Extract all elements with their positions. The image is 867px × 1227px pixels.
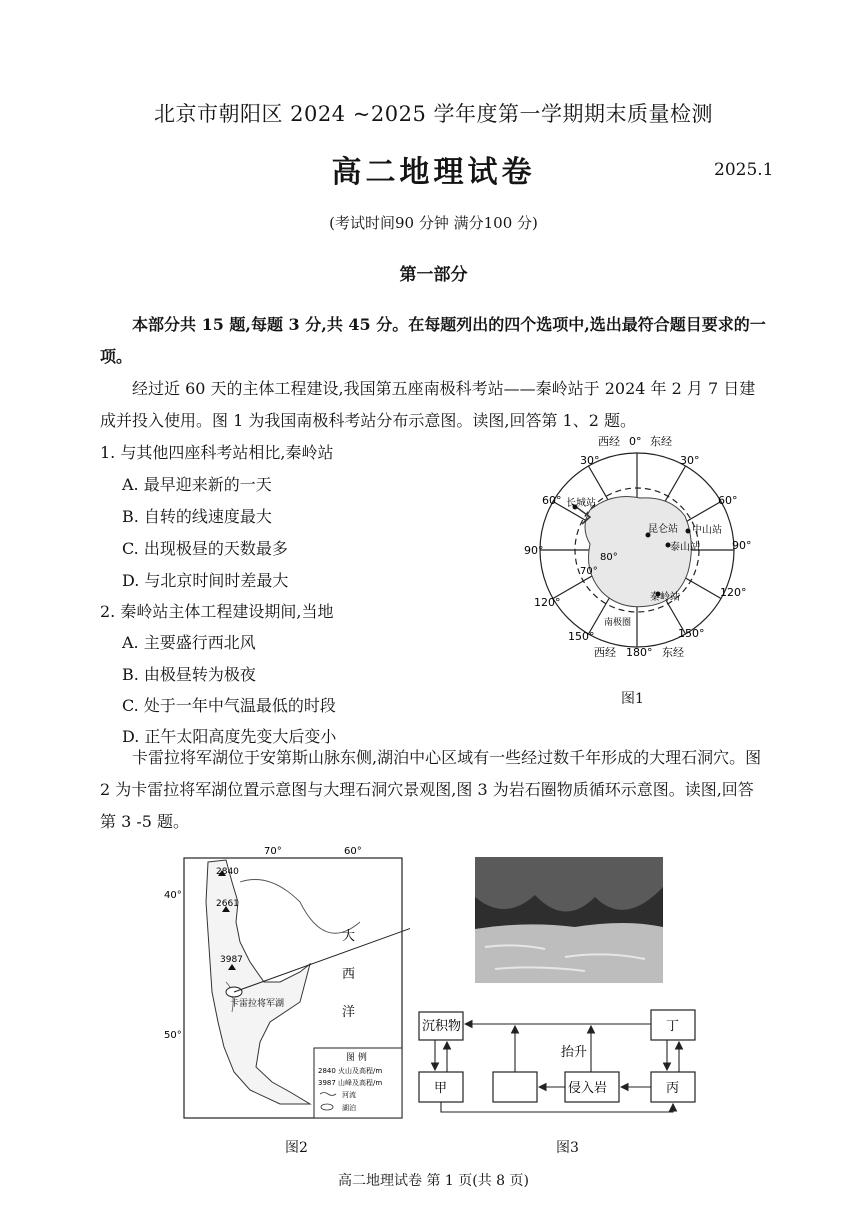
lat-label-70: 70° [580, 566, 598, 577]
q2-option-a[interactable]: A. 主要盛行西北风 [122, 633, 256, 652]
part-title: 第一部分 [399, 265, 468, 285]
label-bing: 丙 [666, 1081, 680, 1096]
lon-label-30e: 30° [680, 454, 700, 467]
lon-label-150w: 150° [568, 630, 595, 643]
label-jia: 甲 [434, 1081, 448, 1096]
top-east-label: 东经 [650, 435, 672, 448]
exam-date: 2025.1 [714, 160, 774, 180]
intro-q3-5: 卡雷拉将军湖位于安第斯山脉东侧,湖泊中心区域有一些经过数千年形成的大理石洞穴。图 2 为卡雷拉将军湖位置示意图与大理石洞穴景观图,图 3 为岩石圈物质循环示意图。读图,回答第 3 -5 题。 [100, 748, 762, 831]
box-blank [493, 1072, 537, 1102]
legend-item-volcano: 2840 火山及高程/m [318, 1067, 383, 1075]
top-west-label: 西经 [598, 435, 620, 448]
lon-label-90e: 90° [732, 539, 752, 552]
figure-2-cave-photo [475, 857, 663, 983]
peak-label-3987: 3987 [220, 955, 243, 965]
figure-2-map [160, 842, 410, 1124]
lon-label-90w: 90° [524, 544, 544, 557]
lon-label-60: 60° [344, 846, 362, 857]
lon-label-60w: 60° [542, 494, 562, 507]
q2-option-b[interactable]: B. 由极昼转为极夜 [122, 665, 256, 684]
lake-label: 卡雷拉将军湖 [230, 999, 285, 1009]
station-label-taishan: 泰山站 [670, 542, 700, 553]
station-marker-zhongshan [686, 529, 691, 534]
ocean-label-1: 大 [342, 929, 356, 944]
cave-ceiling [475, 857, 663, 912]
figure-2-caption: 图2 [285, 1140, 308, 1156]
figure-1-caption: 图1 [621, 691, 644, 707]
bottom-west-label: 西经 [594, 646, 616, 659]
station-label-great-wall: 长城站 [566, 498, 596, 509]
legend-lake-icon [321, 1104, 333, 1110]
lon-label-60e: 60° [718, 494, 738, 507]
lon-label-70: 70° [264, 846, 282, 857]
q1-option-d[interactable]: D. 与北京时间时差最大 [122, 571, 289, 590]
peak-label-2840: 2840 [216, 867, 239, 877]
part-instructions: 本部分共 15 题,每题 3 分,共 45 分。在每题列出的四个选项中,选出最符合题目要求的一项。 [100, 315, 766, 366]
q1-option-c[interactable]: C. 出现极昼的天数最多 [122, 539, 288, 558]
lon-label-120e: 120° [720, 586, 747, 599]
ocean-label-3: 洋 [342, 1005, 356, 1020]
intro-q1-2: 经过近 60 天的主体工程建设,我国第五座南极科考站——秦岭站于 2024 年 2 月 7 日建成并投入使用。图 1 为我国南极科考站分布示意图。读图,回答第 1、2 题。 [100, 379, 756, 430]
lon-label-120w: 120° [534, 596, 561, 609]
figure-3-caption: 图3 [556, 1140, 579, 1156]
question-2-stem: 2. 秦岭站主体工程建设期间,当地 [100, 602, 334, 621]
q1-option-b[interactable]: B. 自转的线速度最大 [122, 507, 272, 526]
legend-item-peak: 3987 山峰及高程/m [318, 1079, 383, 1087]
bottom-east-label: 东经 [662, 646, 684, 659]
page-title: 高二地理试卷 [331, 155, 536, 190]
station-label-kunlun: 昆仑站 [648, 524, 678, 535]
antarctic-circle-label: 南极圈 [604, 618, 632, 628]
label-ding: 丁 [666, 1019, 680, 1034]
peak-label-2661: 2661 [216, 899, 239, 909]
ocean-label-2: 西 [342, 967, 356, 982]
q2-option-c[interactable]: C. 处于一年中气温最低的时段 [122, 696, 336, 715]
legend-item-river: 河流 [342, 1091, 356, 1099]
lat-label-50: 50° [164, 1030, 182, 1041]
station-label-qinling: 秦岭站 [650, 592, 680, 603]
exam-info: (考试时间90 分钟 满分100 分) [329, 214, 538, 232]
lat-label-80: 80° [600, 552, 618, 563]
q2-option-d[interactable]: D. 正午太阳高度先变大后变小 [122, 727, 337, 746]
label-uplift: 抬升 [561, 1045, 588, 1060]
figure-3-rock-cycle [413, 1000, 705, 1115]
q1-option-a[interactable]: A. 最早迎来新的一天 [122, 475, 272, 494]
legend-item-lake: 湖泊 [342, 1104, 356, 1112]
station-label-zhongshan: 中山站 [692, 525, 722, 536]
page-footer: 高二地理试卷 第 1 页(共 8 页) [338, 1173, 529, 1189]
legend-title: 图 例 [346, 1053, 367, 1063]
lon-label-150e: 150° [678, 627, 705, 640]
bottom-180-label: 180° [626, 646, 653, 659]
exam-header: 北京市朝阳区 2024 ~2025 学年度第一学期期末质量检测 [153, 102, 713, 126]
label-sediment: 沉积物 [422, 1019, 462, 1034]
question-1-stem: 1. 与其他四座科考站相比,秦岭站 [100, 443, 334, 462]
arrow-jia-to-bing [441, 1102, 673, 1112]
lon-label-30w: 30° [580, 454, 600, 467]
lat-label-40: 40° [164, 890, 182, 901]
top-zero-label: 0° [629, 435, 642, 448]
label-intrusive-rock: 侵入岩 [568, 1081, 608, 1096]
figure-1-polar-map [520, 432, 760, 667]
water-surface [475, 923, 663, 983]
